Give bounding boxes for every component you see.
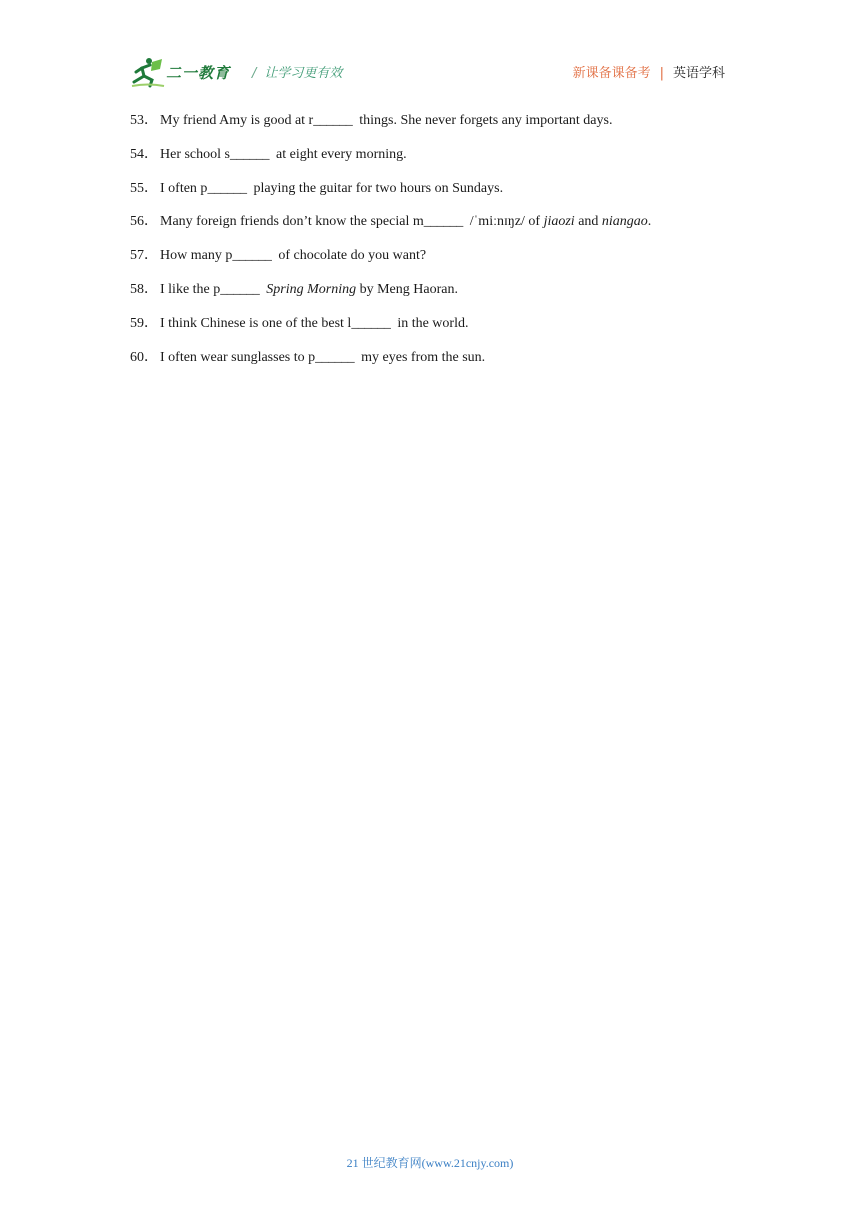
question-text: my eyes from the sun. xyxy=(354,349,486,365)
question-text: My friend Amy is good at r xyxy=(160,113,314,128)
italic-term: niangao xyxy=(601,214,648,230)
question-text: I often p xyxy=(160,180,208,196)
tag-primary: 新课备课备考 xyxy=(572,66,651,81)
question-number: 56． xyxy=(130,214,158,230)
tag-subject: 英语学科 xyxy=(672,66,725,81)
page-footer: 21 世纪教育网(www.21cnjy.com) xyxy=(346,1156,514,1170)
header-tags xyxy=(573,62,725,81)
question-number: 58． xyxy=(130,281,158,297)
question-number: 53． xyxy=(130,113,158,128)
question-text: of chocolate do you want? xyxy=(271,248,427,264)
answer-blank[interactable]: ______ xyxy=(351,315,391,331)
question-text: Many foreign friends don’t know the special m xyxy=(160,214,424,230)
page-header xyxy=(130,56,725,90)
answer-blank[interactable]: ______ xyxy=(423,214,463,230)
question-list xyxy=(130,111,730,381)
question-60 xyxy=(130,348,730,382)
question-53 xyxy=(130,111,730,145)
question-number: 59． xyxy=(130,315,158,331)
answer-blank[interactable]: ______ xyxy=(220,281,260,297)
question-59 xyxy=(130,314,730,348)
logo-text: 二一教育 xyxy=(166,64,231,82)
question-text: . xyxy=(647,214,652,230)
question-number: 57． xyxy=(130,248,158,264)
question-text: Her school s xyxy=(160,146,230,162)
question-number: 54． xyxy=(130,146,158,162)
slogan-text: 让学习更有效 xyxy=(264,66,343,81)
question-text: I think Chinese is one of the best l xyxy=(160,315,352,331)
italic-term: jiaozi xyxy=(543,214,575,230)
question-text: I often wear sunglasses to p xyxy=(160,349,316,365)
question-text: playing the guitar for two hours on Sundays. xyxy=(246,180,504,196)
answer-blank[interactable]: ______ xyxy=(313,113,353,128)
question-55 xyxy=(130,179,730,213)
question-number: 60． xyxy=(130,349,158,365)
answer-blank[interactable]: ______ xyxy=(232,248,272,264)
answer-blank[interactable]: ______ xyxy=(315,349,355,365)
question-58 xyxy=(130,280,730,314)
question-text: I like the p xyxy=(160,281,221,297)
question-54 xyxy=(130,145,730,179)
question-text: How many p xyxy=(160,248,233,264)
question-text: in the world. xyxy=(390,315,469,331)
tag-separator: | xyxy=(659,66,664,81)
question-text: and xyxy=(574,214,602,230)
italic-title: Spring Morning xyxy=(266,281,357,297)
answer-blank[interactable]: ______ xyxy=(207,180,247,196)
runner-logo-icon xyxy=(130,56,166,90)
question-text: things. She never forgets any important days. xyxy=(352,113,613,128)
slogan xyxy=(252,62,342,81)
question-number: 55． xyxy=(130,180,158,196)
question-57 xyxy=(130,246,730,280)
question-text: at eight every morning. xyxy=(269,146,407,162)
question-56 xyxy=(130,212,730,246)
slogan-slash: / xyxy=(252,66,257,81)
logo xyxy=(130,56,240,90)
question-text: by Meng Haoran. xyxy=(356,281,458,297)
answer-blank[interactable]: ______ xyxy=(230,146,269,162)
question-text: /ˈmiːnɪŋz/ of xyxy=(462,214,544,230)
